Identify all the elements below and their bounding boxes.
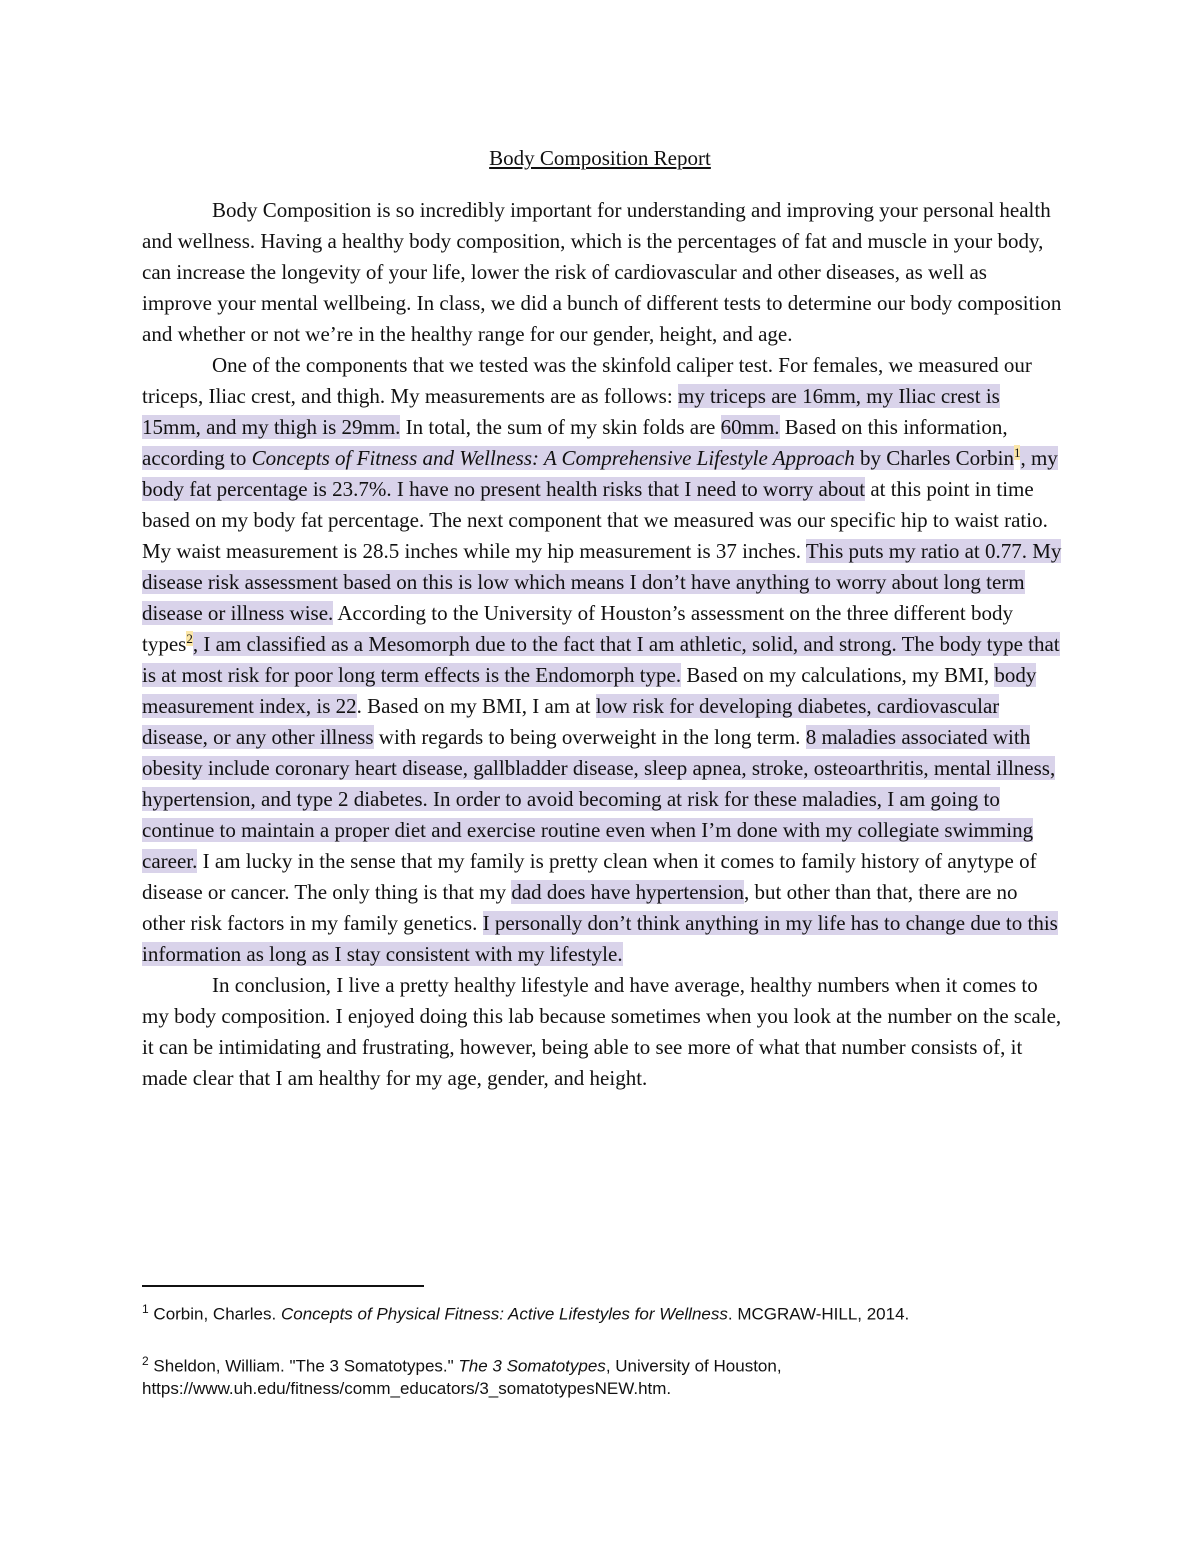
text-span: Based on this information, bbox=[779, 415, 1008, 439]
text-span: , but other than that, there are no other risk factors in my family genetics. bbox=[142, 880, 1018, 935]
highlight-span: , my body fat percentage is 23.7%. I have no present health risks that I need to worry about bbox=[142, 446, 1058, 501]
footnote-text: Corbin, Charles. bbox=[148, 1304, 281, 1324]
text-span: I am lucky in the sense that my family is pretty clean when it comes to family history of anytype of disease or cancer. The only thing is that my bbox=[142, 849, 1037, 904]
book-title-italic: Concepts of Fitness and Wellness: A Comprehensive Lifestyle Approach bbox=[251, 446, 855, 470]
footnote-separator bbox=[142, 1285, 424, 1287]
text-span: with regards to being overweight in the long term. bbox=[373, 725, 806, 749]
highlight-span: my triceps are 16mm, my Iliac crest is 15mm, and my thigh is 29mm. bbox=[142, 384, 1000, 439]
footnote-text: . MCGRAW-HILL, 2014. bbox=[727, 1304, 910, 1324]
highlight-span: 8 maladies associated with obesity include coronary heart disease, gallbladder disease, sleep apnea, stroke, osteoarthritis, mental illness, hypertension, and type 2 diabetes. In order to avoid becoming at risk for these maladies, I am going to continue to maintain a proper diet and exercise routine even when I’m done with my collegiate swimming career. bbox=[142, 725, 1056, 873]
highlight-span: body measurement index, is 22 bbox=[142, 663, 1037, 718]
footnote-title: The 3 Somatotypes bbox=[458, 1356, 606, 1376]
footnote-text: Sheldon, William. "The 3 Somatotypes." bbox=[148, 1356, 459, 1376]
page-title: Body Composition Report bbox=[489, 146, 711, 170]
footnote-marker: 2 bbox=[142, 1353, 149, 1368]
highlight-span: by Charles Corbin bbox=[854, 446, 1014, 470]
highlight-span: dad does have hypertension bbox=[511, 880, 745, 904]
text-span: One of the components that we tested was the skinfold caliper test. For females, we measured our triceps, Iliac crest, and thigh. My measurements are as follows: bbox=[142, 353, 1032, 408]
highlight-span: , I am classified as a Mesomorph due to the fact that I am athletic, solid, and strong. The body type that is at most risk for poor long term effects is the Endomorph type. bbox=[142, 632, 1060, 687]
footnote-2 bbox=[142, 1350, 1062, 1401]
highlight-span: according to bbox=[142, 446, 252, 470]
text-span: Based on my calculations, my BMI, bbox=[681, 663, 995, 687]
highlight-span: This puts my ratio at 0.77. My disease risk assessment based on this is low which means I don’t have anything to worry about long term disease or illness wise. bbox=[142, 539, 1062, 625]
footnote-ref-2[interactable]: 2 bbox=[186, 631, 193, 646]
paragraph-measurements bbox=[142, 350, 1062, 970]
text-span: . Based on my BMI, I am at bbox=[356, 694, 596, 718]
footnote-title: Concepts of Physical Fitness: Active Lifestyles for Wellness bbox=[280, 1304, 728, 1324]
paragraph-conclusion: In conclusion, I live a pretty healthy lifestyle and have average, healthy numbers when it comes to my body composition. I enjoyed doing this lab because sometimes when you look at the number on the scale, it can be intimidating and frustrating, however, being able to see more of what that number consists of, it made clear that I am healthy for my age, gender, and height. bbox=[142, 973, 1062, 1090]
text-span: In total, the sum of my skin folds are bbox=[400, 415, 721, 439]
text-span: According to the University of Houston’s assessment on the three different body types bbox=[142, 601, 1013, 656]
footnote-marker: 1 bbox=[142, 1302, 149, 1316]
footnotes bbox=[142, 1298, 1062, 1424]
paragraph-intro: Body Composition is so incredibly important for understanding and improving your personal health and wellness. Having a healthy body composition, which is the percentages of fat and muscle in your body, can increase the longevity of your life, lower the risk of cardiovascular and other diseases, as well as improve your mental wellbeing. In class, we did a bunch of different tests to determine our body composition and whether or not we’re in the healthy range for our gender, height, and age. bbox=[142, 198, 1062, 346]
highlight-span: low risk for developing diabetes, cardiovascular disease, or any other illness bbox=[142, 694, 1000, 749]
text-span: at this point in time based on my body fat percentage. The next component that we measured was our specific hip to waist ratio. My waist measurement is 28.5 inches while my hip measurement is 37 inches. bbox=[142, 477, 1048, 563]
footnote-ref-1[interactable]: 1 bbox=[1013, 445, 1021, 460]
footnote-text: , University of Houston, https://www.uh.edu/fitness/comm_educators/3_somatotypesNEW.htm. bbox=[142, 1356, 782, 1399]
body-text bbox=[142, 195, 1062, 1094]
highlight-span: I personally don’t think anything in my life has to change due to this information as long as I stay consistent with my lifestyle. bbox=[142, 911, 1058, 966]
footnote-1 bbox=[142, 1298, 1062, 1326]
highlight-span: 60mm. bbox=[720, 415, 780, 439]
